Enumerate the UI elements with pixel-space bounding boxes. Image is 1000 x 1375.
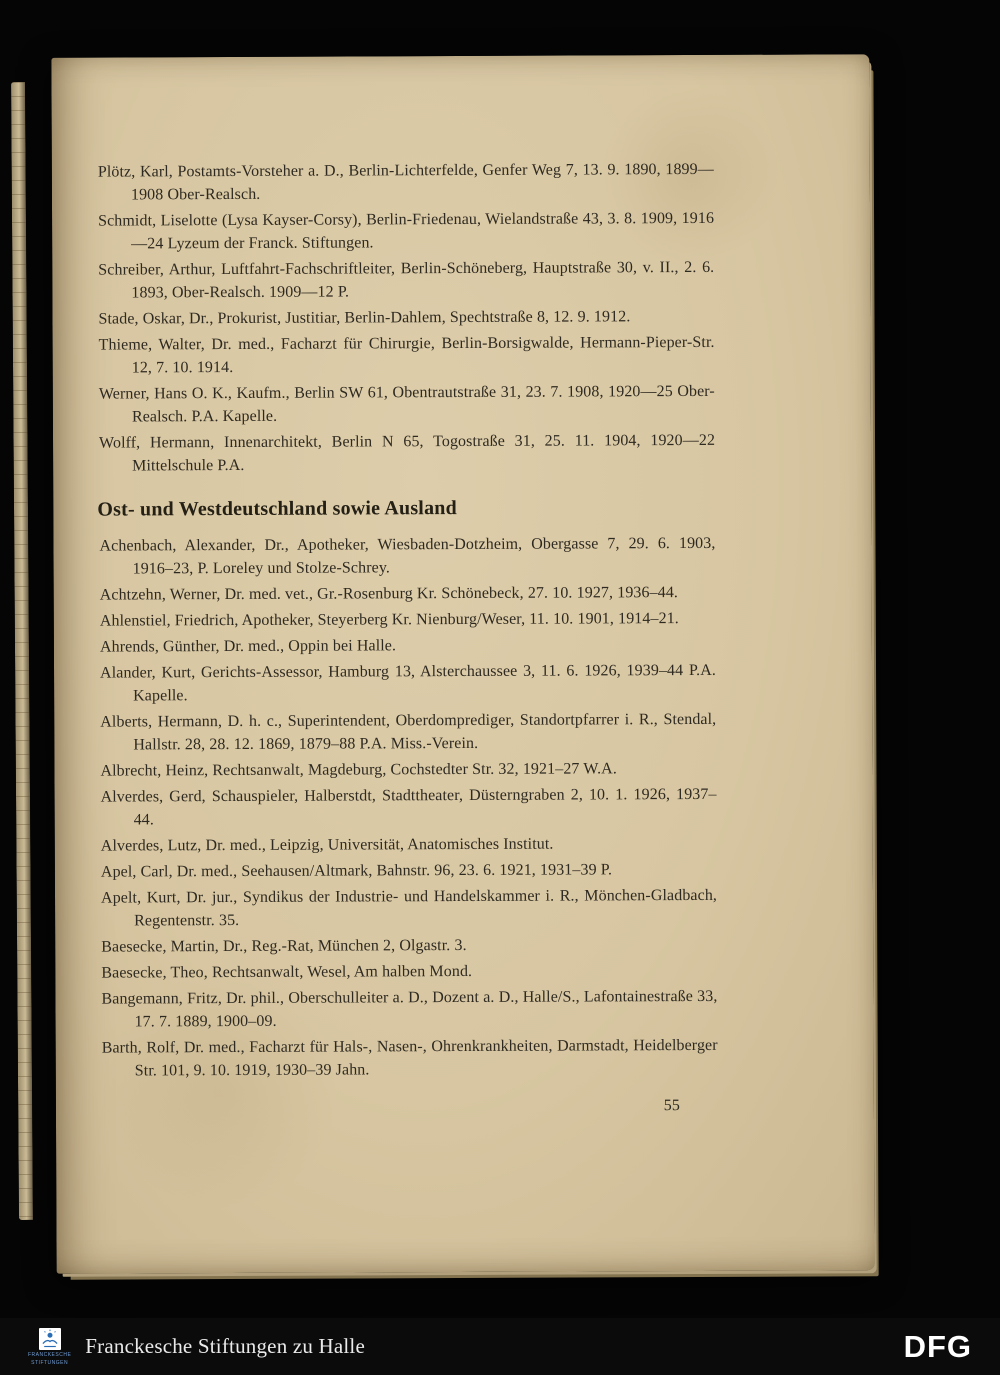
directory-entry: Achtzehn, Werner, Dr. med. vet., Gr.-Rosenburg Kr. Schönebeck, 27. 10. 1927, 1936–44. [99,584,679,604]
institution-name: Franckesche Stiftungen zu Halle [85,1334,365,1358]
directory-entry: Wolff, Hermann, Innenarchitekt, Berlin N 65, Togostraße 31, 25. 11. 1904, 1920—22 Mittelschule P.A. [98,431,716,475]
directory-entry: Schmidt, Liselotte (Lysa Kayser-Corsy), Berlin-Friedenau, Wielandstraße 43, 3. 8. 1909, 1916—24 Lyzeum der Franck. Stiftungen. [98,209,715,253]
directory-entry: Bangemann, Fritz, Dr. phil., Oberschulleiter a. D., Dozent a. D., Halle/S., Lafontainestraße 33, 17. 7. 1889, 1900–09. [101,987,718,1031]
directory-entry: Schreiber, Arthur, Luftfahrt-Fachschriftleiter, Berlin-Schöneberg, Hauptstraße 30, v. II., 2. 6. 1893, Ober-Realsch. 1909—12 P. [98,258,715,302]
directory-entry: Alverdes, Gerd, Schauspieler, Halberstdt, Stadttheater, Düsterngraben 2, 10. 1. 1926, 1937–44. [100,785,717,829]
franckesche-logo-text-line1: FRANCKESCHE [28,1351,72,1358]
directory-entry: Ahrends, Günther, Dr. med., Oppin bei Halle. [99,637,397,656]
dfg-logo: DFG [903,1328,972,1364]
directory-entry: Barth, Rolf, Dr. med., Facharzt für Hals-, Nasen-, Ohrenkrankheiten, Darmstadt, Heidelberger Str. 101, 9. 10. 1919, 1930–39 Jahn. [101,1036,718,1080]
directory-entry: Apelt, Kurt, Dr. jur., Syndikus der Industrie- und Handelskammer i. R., Mönchen-Gladbach, Regentenstr. 35. [100,886,718,930]
directory-entry: Alverdes, Lutz, Dr. med., Leipzig, Universität, Anatomisches Institut. [100,835,554,855]
directory-entry: Apel, Carl, Dr. med., Seehausen/Altmark, Bahnstr. 96, 23. 6. 1921, 1931–39 P. [100,861,613,881]
scanned-page [51,54,874,1274]
franckesche-logo-icon [39,1328,61,1350]
book-page-edge [11,82,33,1220]
page-number: 55 [663,1097,680,1115]
entries-bottom-section [99,532,717,1083]
directory-entry: Albrecht, Heinz, Rechtsanwalt, Magdeburg, Cochstedter Str. 32, 1921–27 W.A. [100,760,617,780]
directory-entry: Achenbach, Alexander, Dr., Apotheker, Wiesbaden-Dotzheim, Obergasse 7, 29. 6. 1903, 1916–23, P. Loreley und Stolze-Schrey. [99,534,716,578]
directory-entry: Baesecke, Martin, Dr., Reg.-Rat, München 2, Olgastr. 3. [101,936,467,956]
branding-footer-bar [0,1318,1000,1375]
directory-entry: Plötz, Karl, Postamts-Vorsteher a. D., Berlin-Lichterfelde, Genfer Weg 7, 13. 9. 1890, 1899—1908 Ober-Realsch. [97,160,714,204]
franckesche-stiftungen-logo [28,1328,71,1366]
directory-entry: Werner, Hans O. K., Kaufm., Berlin SW 61, Obentrautstraße 31, 23. 7. 1908, 1920—25 Ober-Realsch. P.A. Kapelle. [98,382,715,426]
franckesche-logo-text-line2: STIFTUNGEN [31,1359,69,1366]
page-text-block [98,158,718,1120]
entries-top-section [98,158,715,478]
directory-entry: Alander, Kurt, Gerichts-Assessor, Hamburg 13, Alsterchaussee 3, 11. 6. 1926, 1939–44 P.A. Kapelle. [99,661,717,705]
directory-entry: Baesecke, Theo, Rechtsanwalt, Wesel, Am halben Mond. [101,962,473,982]
section-heading: Ost- und Westdeutschland sowie Ausland [97,497,457,521]
directory-entry: Stade, Oskar, Dr., Prokurist, Justitiar, Berlin-Dahlem, Spechtstraße 8, 12. 9. 1912. [98,308,631,328]
directory-entry: Thieme, Walter, Dr. med., Facharzt für Chirurgie, Berlin-Borsigwalde, Hermann-Pieper-Str. 12, 7. 10. 1914. [98,333,715,377]
directory-entry: Ahlenstiel, Friedrich, Apotheker, Steyerberg Kr. Nienburg/Weser, 11. 10. 1901, 1914–21. [99,610,679,630]
directory-entry: Alberts, Hermann, D. h. c., Superintendent, Oberdomprediger, Standortpfarrer i. R., Stendal, Hallstr. 28, 28. 12. 1869, 1879–88 P.A. Miss.-Verein. [100,710,717,754]
